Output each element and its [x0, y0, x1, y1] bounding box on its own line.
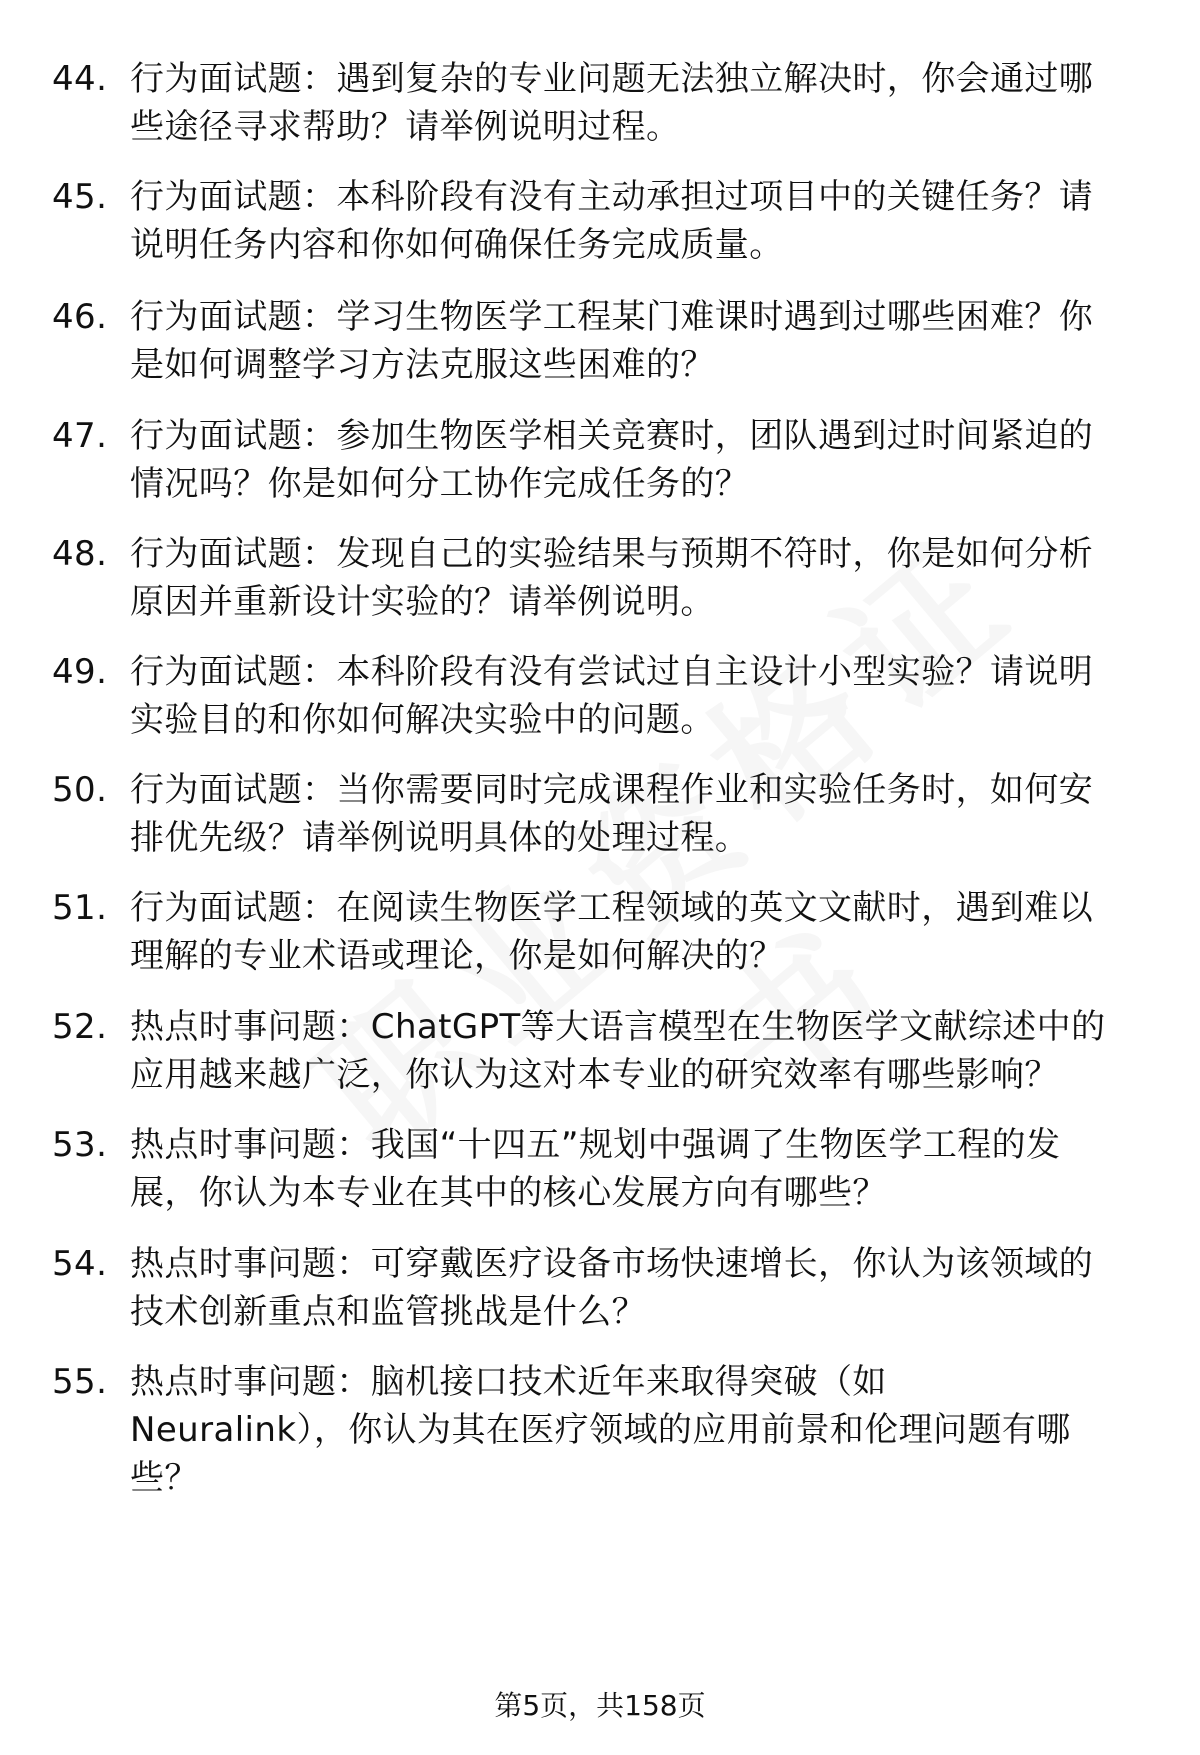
- question-item: [52, 884, 1152, 980]
- question-text: 行为面试题：发现自己的实验结果与预期不符时，你是如何分析 原因并重新设计实验的？请举例说明。: [130, 534, 1094, 622]
- question-number: 48.: [52, 534, 108, 574]
- question-number: 52.: [52, 1007, 108, 1047]
- question-item: [52, 648, 1152, 744]
- question-text: 热点时事问题：我国“十四五”规划中强调了生物医学工程的发 展，你认为本专业在其中的核心发展方向有哪些？: [130, 1125, 1061, 1213]
- question-item: [52, 173, 1152, 269]
- question-item: [52, 412, 1152, 508]
- question-text: 热点时事问题：脑机接口技术近年来取得突破（如 Neuralink），你认为其在医疗领域的应用前景和伦理问题有哪 些？: [130, 1362, 1071, 1498]
- question-text: 行为面试题：本科阶段有没有主动承担过项目中的关键任务？请 说明任务内容和你如何确保任务完成质量。: [130, 177, 1094, 265]
- question-number: 46.: [52, 297, 108, 337]
- question-item: [52, 530, 1152, 626]
- question-number: 51.: [52, 888, 108, 928]
- question-number: 45.: [52, 177, 108, 217]
- question-text: 行为面试题：参加生物医学相关竞赛时，团队遇到过时间紧迫的 情况吗？你是如何分工协作完成任务的？: [130, 416, 1094, 504]
- question-item: [52, 1358, 1152, 1502]
- question-item: [52, 293, 1152, 389]
- question-item: [52, 1240, 1152, 1336]
- question-number: 55.: [52, 1362, 108, 1402]
- question-item: [52, 766, 1152, 862]
- question-item: [52, 1121, 1152, 1217]
- question-number: 53.: [52, 1125, 108, 1165]
- page-footer: 第5页，共158页: [494, 1689, 706, 1722]
- question-item: [52, 55, 1152, 151]
- question-number: 49.: [52, 652, 108, 692]
- question-number: 50.: [52, 770, 108, 810]
- question-text: 行为面试题：在阅读生物医学工程领域的英文文献时，遇到难以 理解的专业术语或理论，你是如何解决的？: [130, 888, 1094, 976]
- question-text: 热点时事问题：ChatGPT等大语言模型在生物医学文献综述中的 应用越来越广泛，你认为这对本专业的研究效率有哪些影响？: [130, 1007, 1106, 1095]
- question-number: 54.: [52, 1244, 108, 1284]
- question-text: 行为面试题：当你需要同时完成课程作业和实验任务时，如何安 排优先级？请举例说明具体的处理过程。: [130, 770, 1094, 858]
- question-number: 44.: [52, 59, 108, 99]
- question-text: 行为面试题：学习生物医学工程某门难课时遇到过哪些困难？你 是如何调整学习方法克服这些困难的？: [130, 297, 1094, 385]
- question-text: 热点时事问题：可穿戴医疗设备市场快速增长，你认为该领域的 技术创新重点和监管挑战是什么？: [130, 1244, 1094, 1332]
- question-item: [52, 1003, 1152, 1099]
- question-text: 行为面试题：遇到复杂的专业问题无法独立解决时，你会通过哪 些途径寻求帮助？请举例说明过程。: [130, 59, 1094, 147]
- question-number: 47.: [52, 416, 108, 456]
- question-text: 行为面试题：本科阶段有没有尝试过自主设计小型实验？请说明 实验目的和你如何解决实验中的问题。: [130, 652, 1094, 740]
